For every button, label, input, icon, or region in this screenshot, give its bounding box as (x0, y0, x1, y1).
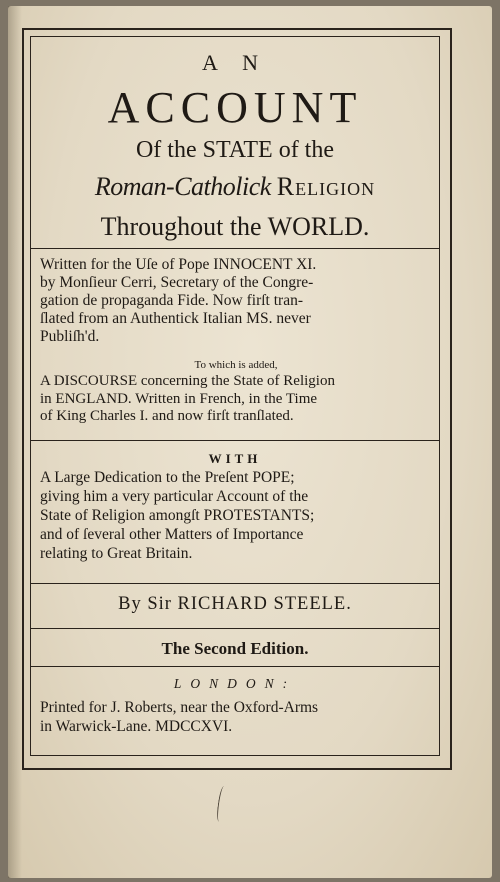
with-heading: WITH (208, 451, 262, 466)
title-line-religion (36, 172, 434, 202)
dedication-line: State of Religion amongſt PROTESTANTS; (40, 507, 315, 524)
dedication-line: giving him a very particular Account of the (40, 488, 309, 505)
dedication-block (40, 468, 432, 563)
discourse-block (40, 373, 432, 426)
imprint-block (40, 698, 432, 736)
title-religion-word: Religion (276, 172, 376, 201)
place-line: LONDON: (173, 676, 297, 691)
edition-line: The Second Edition. (161, 639, 309, 658)
author-line: By Sir RICHARD STEELE. (118, 594, 352, 614)
imprint-line: Printed for J. Roberts, near the Oxford-Arms (40, 699, 319, 716)
description-line: Publiſh'd. (40, 328, 100, 345)
rule-4 (30, 628, 440, 629)
description-line: gation de propaganda Fide. Now firſt tran- (40, 292, 303, 309)
added-intro: To which is added, (194, 359, 278, 371)
rule-1 (30, 248, 440, 249)
title-line-world: Throughout the WORLD. (100, 212, 370, 241)
imprint-line: in Warwick-Lane. MDCCXVI. (40, 718, 233, 735)
title-line-state: Of the STATE of the (135, 137, 335, 163)
description-line: ſlated from an Authentick Italian MS. never (40, 310, 311, 327)
discourse-line: of King Charles I. and now firſt tranſlated. (40, 408, 294, 424)
description-block (40, 256, 432, 346)
rule-2 (30, 440, 440, 441)
description-line: Written for the Uſe of Pope INNOCENT XI. (40, 256, 317, 273)
spine-shadow (8, 6, 22, 878)
dedication-line: relating to Great Britain. (40, 545, 193, 562)
title-roman-catholick: Roman-Catholick (94, 172, 271, 201)
title-line-an: A N (201, 50, 269, 75)
dedication-line: and of ſeveral other Matters of Importance (40, 526, 304, 543)
rule-5 (30, 666, 440, 667)
description-line: by Monſieur Cerri, Secretary of the Congre- (40, 274, 314, 291)
discourse-line: A DISCOURSE concerning the State of Religion (40, 373, 335, 389)
title-line-account: ACCOUNT (107, 83, 363, 132)
dedication-line: A Large Dedication to the Preſent POPE; (40, 469, 295, 486)
rule-3 (30, 583, 440, 584)
discourse-line: in ENGLAND. Written in French, in the Time (40, 390, 318, 407)
